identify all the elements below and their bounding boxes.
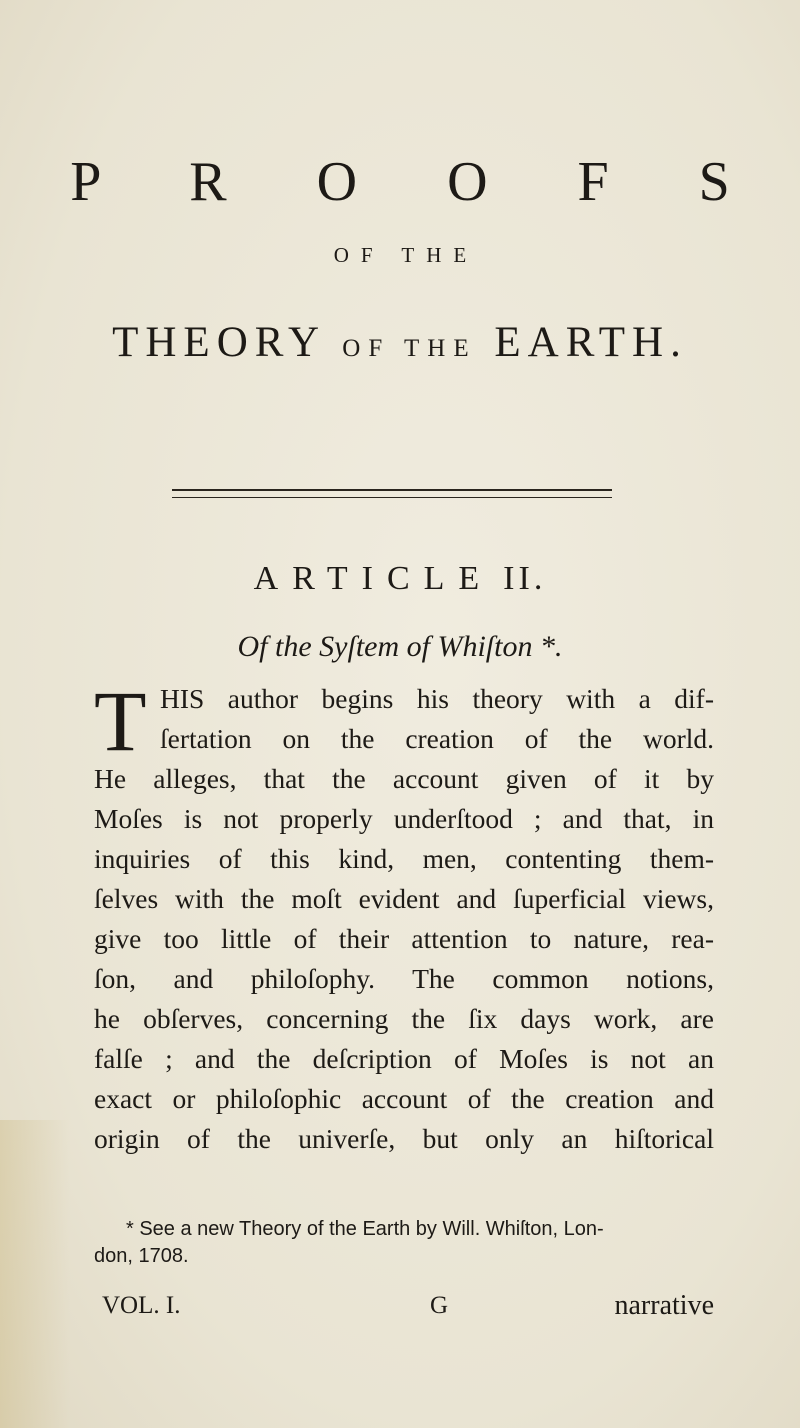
ornamental-rule <box>172 489 612 498</box>
article-number: II. <box>503 560 547 597</box>
body-line: exact or philoſophic account of the creation and <box>94 1083 714 1114</box>
body-line: ſon, and philoſophy. The common notions, <box>94 963 714 994</box>
article-subtitle: Of the Syſtem of Whiſton *. <box>237 630 563 663</box>
body-line: ſertation on the creation of the world. <box>160 723 714 754</box>
body-paragraph <box>94 673 714 1159</box>
signature-mark: G <box>430 1292 449 1319</box>
drop-cap: T <box>94 673 147 769</box>
body-line: HIS author begins his theory with a dif- <box>160 683 714 714</box>
footnote <box>94 1216 714 1270</box>
footnote-line: don, 1708. <box>94 1245 189 1267</box>
body-line: He alleges, that the account given of it by <box>94 763 714 794</box>
body-line: he obſerves, concerning the ſix days work, are <box>94 1003 714 1034</box>
body-line: inquiries of this kind, men, contenting them- <box>94 843 714 874</box>
footnote-line: * See a new Theory of the Earth by Will. Whiſton, Lon- <box>126 1218 604 1240</box>
page-stain <box>0 1120 70 1428</box>
title-of-the: OF THE <box>333 243 479 267</box>
title-theory-line <box>0 318 800 367</box>
body-line: Moſes is not properly underſtood ; and that, in <box>94 803 714 834</box>
title-of-the-small: OF THE <box>342 335 477 362</box>
body-line: falſe ; and the deſcription of Moſes is not an <box>94 1043 714 1074</box>
catchword: narrative <box>614 1290 714 1321</box>
body-line: origin of the univerſe, but only an hiſtorical <box>94 1123 714 1154</box>
title-earth: EARTH. <box>494 319 688 366</box>
body-line: ſelves with the moſt evident and ſuperficial views, <box>94 883 714 914</box>
article-label: ARTICLE <box>253 560 494 597</box>
page-title: P R O O F S <box>70 151 768 213</box>
catchline <box>94 1292 714 1328</box>
article-heading <box>0 560 800 598</box>
volume-marker: VOL. I. <box>102 1292 181 1319</box>
body-line: give too little of their attention to nature, rea- <box>94 923 714 954</box>
title-theory: THEORY <box>112 319 325 366</box>
